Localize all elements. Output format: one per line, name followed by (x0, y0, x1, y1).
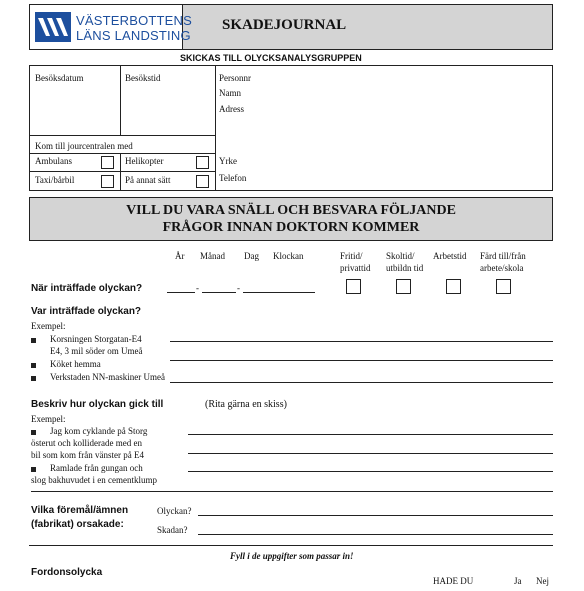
objects-accident-label: Olyckan? (157, 506, 192, 516)
patient-divider-3 (29, 135, 216, 136)
year-input[interactable] (167, 292, 195, 293)
ambulance-label: Ambulans (35, 156, 72, 166)
occupation-field[interactable]: Yrke (219, 156, 237, 166)
day-input[interactable] (243, 292, 315, 293)
describe-input-line-2[interactable] (188, 453, 553, 454)
send-to-label: SKICKAS TILL OLYCKSANALYSGRUPPEN (180, 53, 362, 63)
logo (35, 12, 71, 42)
describe-example2-line2: slog bakhuvudet i en cementklump (31, 475, 157, 485)
describe-example1-line3: bil som kom från vänster på E4 (31, 450, 144, 460)
where-example-3: Köket hemma (50, 359, 101, 369)
other-way-checkbox[interactable] (196, 175, 209, 188)
where-input-line-2[interactable] (170, 360, 553, 361)
vehicle-accident-label: Fordonsolycka (31, 567, 103, 578)
had-you-label: HADE DU (433, 576, 474, 586)
objects-injury-input[interactable] (198, 534, 553, 535)
cat-school-label-2: utbildn tid (386, 263, 424, 273)
where-example-1: Korsningen Storgatan-E4 (50, 334, 142, 344)
where-input-line-3[interactable] (170, 382, 553, 383)
bullet-icon (31, 467, 36, 472)
helicopter-label: Helikopter (125, 156, 164, 166)
objects-question-line1: Vilka föremål/ämnen (31, 505, 129, 516)
page-title: SKADEJOURNAL (222, 17, 347, 33)
objects-injury-label: Skadan? (157, 525, 188, 535)
ambulance-checkbox[interactable] (101, 156, 114, 169)
patient-info-box (29, 65, 553, 191)
where-example-4: Verkstaden NN-maskiner Umeå (50, 372, 165, 382)
yes-label: Ja (514, 576, 522, 586)
phone-field[interactable]: Telefon (219, 173, 247, 183)
name-field[interactable]: Namn (219, 88, 241, 98)
cat-commute-label-2: arbete/skola (480, 263, 524, 273)
patient-divider-1 (120, 65, 121, 135)
describe-example2-line1: Ramlade från gungan och (50, 463, 143, 473)
logo-text-line2: LÄNS LANDSTING (76, 28, 191, 43)
taxi-label: Taxi/bårbil (35, 175, 75, 185)
logo-text-line1: VÄSTERBOTTENS (76, 13, 193, 28)
where-example-2: E4, 3 mil söder om Umeå (50, 346, 143, 356)
patient-divider-6 (120, 153, 121, 191)
address-field[interactable]: Adress (219, 104, 244, 114)
leisure-checkbox[interactable] (346, 279, 361, 294)
bullet-icon (31, 430, 36, 435)
date-dash-1: - (196, 283, 199, 293)
describe-input-line-4[interactable] (31, 491, 553, 492)
cat-leisure-label-1: Fritid/ (340, 251, 363, 261)
no-label: Nej (536, 576, 549, 586)
where-question: Var inträffade olyckan? (31, 306, 142, 317)
describe-example-label: Exempel: (31, 414, 66, 424)
describe-example1-line1: Jag kom cyklande på Storg (50, 426, 148, 436)
landsting-logo-icon (35, 12, 71, 42)
helicopter-checkbox[interactable] (196, 156, 209, 169)
commute-checkbox[interactable] (496, 279, 511, 294)
cat-commute-label-1: Färd till/från (480, 251, 526, 261)
cat-school-label-1: Skoltid/ (386, 251, 415, 261)
objects-accident-input[interactable] (198, 515, 553, 516)
describe-example1-line2: österut och kolliderade med en (31, 438, 142, 448)
col-year: År (175, 251, 185, 261)
bullet-icon (31, 363, 36, 368)
visit-time-field[interactable]: Besökstid (125, 73, 161, 83)
objects-divider (29, 545, 553, 546)
col-time: Klockan (273, 251, 304, 261)
when-question: När inträffade olyckan? (31, 283, 143, 294)
describe-input-line-1[interactable] (188, 434, 553, 435)
describe-hint: (Rita gärna en skiss) (205, 399, 287, 410)
school-checkbox[interactable] (396, 279, 411, 294)
other-way-label: På annat sätt (125, 175, 171, 185)
visit-date-field[interactable]: Besöksdatum (35, 73, 84, 83)
patient-divider-5 (29, 171, 216, 172)
patient-divider-4 (29, 153, 216, 154)
objects-question-line2: (fabrikat) orsakade: (31, 519, 124, 530)
fill-in-note: Fyll i de uppgifter som passar in! (230, 551, 354, 561)
banner-line2: FRÅGOR INNAN DOKTORN KOMMER (162, 220, 420, 235)
month-input[interactable] (202, 292, 236, 293)
col-day: Dag (244, 251, 259, 261)
col-month: Månad (200, 251, 225, 261)
describe-input-line-3[interactable] (188, 471, 553, 472)
cat-work-label: Arbetstid (433, 251, 467, 261)
bullet-icon (31, 338, 36, 343)
where-example-label: Exempel: (31, 321, 66, 331)
patient-divider-2 (215, 65, 216, 191)
arrived-with-label: Kom till jourcentralen med (35, 141, 133, 151)
work-checkbox[interactable] (446, 279, 461, 294)
describe-question: Beskriv hur olyckan gick till (31, 399, 164, 410)
bullet-icon (31, 376, 36, 381)
date-dash-2: - (237, 283, 240, 293)
banner-line1: VILL DU VARA SNÄLL OCH BESVARA FÖLJANDE (126, 203, 456, 218)
personnr-field[interactable]: Personnr (219, 73, 251, 83)
cat-leisure-label-2: privattid (340, 263, 371, 273)
where-input-line-1[interactable] (170, 341, 553, 342)
taxi-checkbox[interactable] (101, 175, 114, 188)
